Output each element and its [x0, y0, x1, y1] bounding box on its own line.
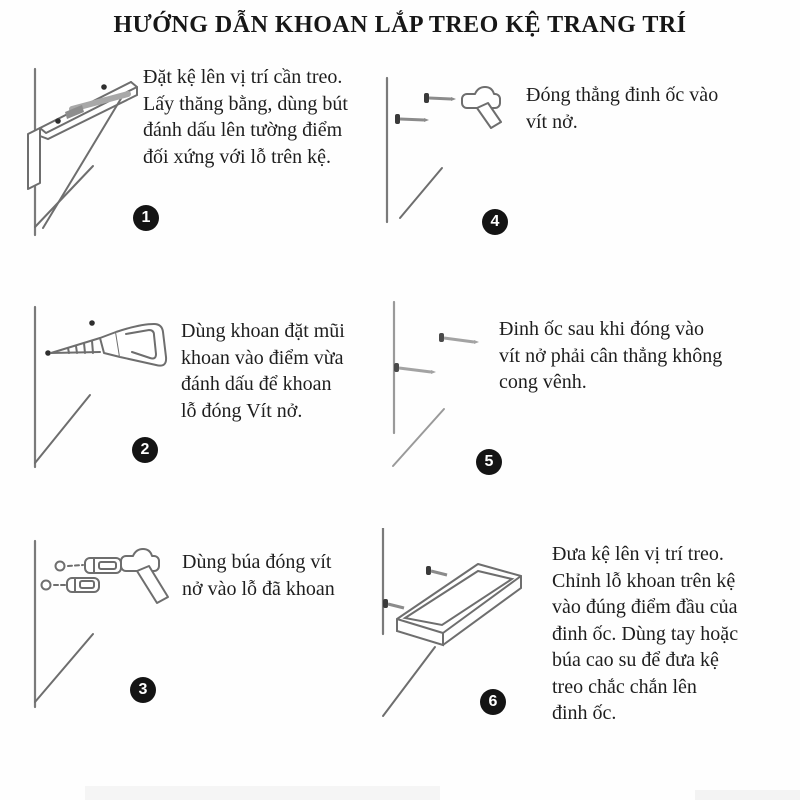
- hammer-and-wall-plugs-icon: [20, 535, 188, 720]
- step-3-text: Dùng búa đóng vít nở vào lỗ đã khoan: [182, 551, 335, 600]
- scan-artifact-corner: [695, 790, 800, 800]
- step-5-number-badge: 5: [476, 449, 502, 475]
- step-1-text: Đặt kệ lên vị trí cần treo. Lấy thăng bằng, dùng bút đánh dấu lên tường điểm đối xứng với lỗ trên kệ.: [143, 66, 348, 168]
- step-1-number-badge: 1: [133, 205, 159, 231]
- step-2-text: Dùng khoan đặt mũi khoan vào điểm vừa đánh dấu để khoan lỗ đóng Vít nở.: [181, 320, 345, 422]
- scan-artifact-strip: [85, 786, 440, 800]
- step-4-text: Đóng thẳng đinh ốc vào vít nở.: [526, 84, 719, 133]
- shelf-mounting-onto-screws-icon: [375, 528, 550, 728]
- hammer-driving-screws-icon: [380, 72, 530, 232]
- step-2-number-badge: 2: [132, 437, 158, 463]
- step-5-text: Đinh ốc sau khi đóng vào vít nở phải cân thẳng không cong vênh.: [499, 318, 723, 393]
- step-6-text: Đưa kệ lên vị trí treo. Chỉnh lỗ khoan trên kệ vào đúng điểm đầu của đinh ốc. Dùng tay hoặc búa cao su để đưa kệ treo chắc chắn lên đinh ốc.: [552, 543, 739, 724]
- step-6-number-badge: 6: [480, 689, 506, 715]
- step-3-number-badge: 3: [130, 677, 156, 703]
- step-4-number-badge: 4: [482, 209, 508, 235]
- page-title: HƯỚNG DẪN KHOAN LẮP TREO KỆ TRANG TRÍ: [113, 12, 687, 38]
